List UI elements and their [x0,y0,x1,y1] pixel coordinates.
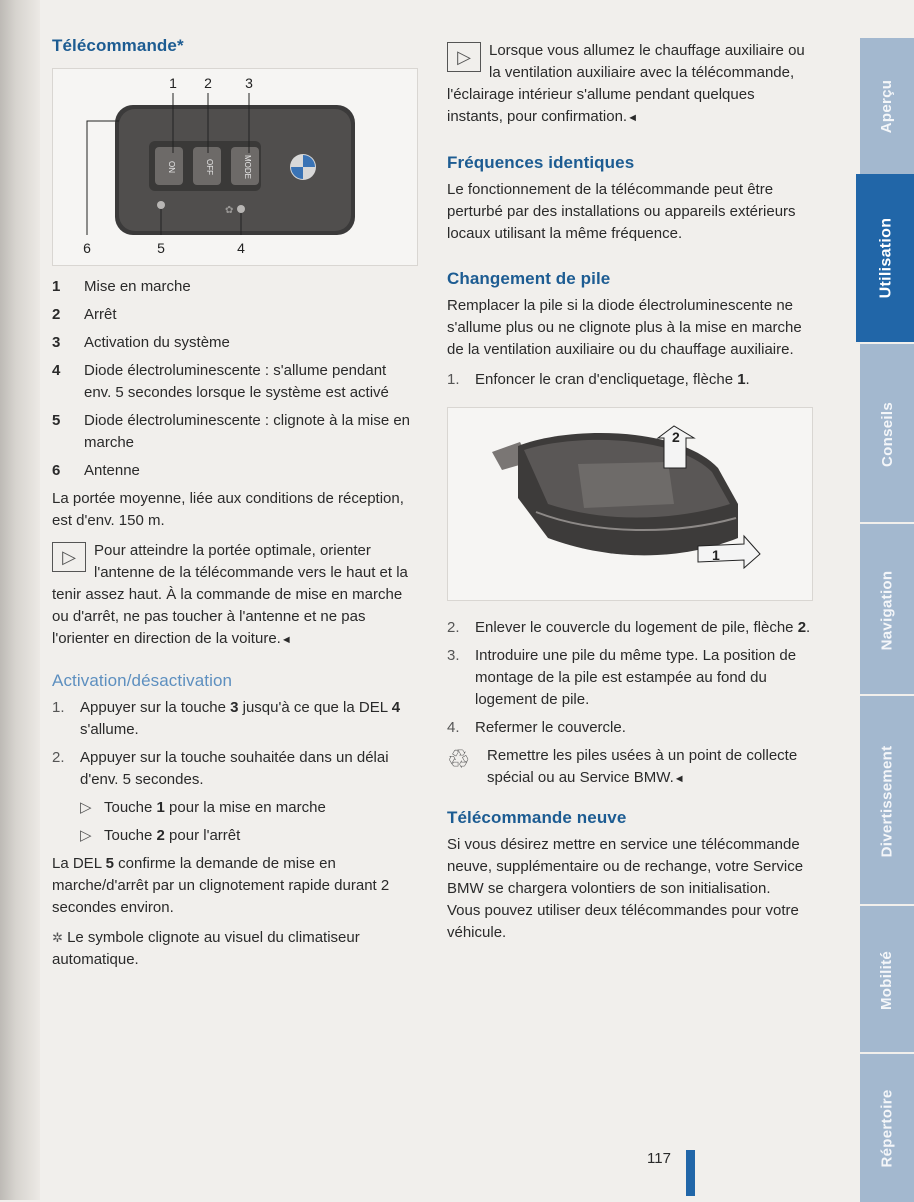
battery-compartment-illustration [448,408,812,600]
end-mark-icon: ◄ [627,112,638,124]
list-item: 2. Enlever le couvercle du logement de pile, flèche 2. [447,619,811,636]
section-title-telecommande: Télécommande* [52,36,184,55]
left-column [52,36,417,971]
end-mark-icon: ◄ [673,773,685,785]
callout-2: 2 [204,75,212,91]
legend-item: 2 Arrêt [52,306,117,323]
sub-item: ▷ Touche 2 pour l'arrêt [52,825,417,847]
arrow-1-label: 1 [712,547,720,563]
list-item: 1. Enfoncer le cran d'encliquetage, flèche 1. [447,371,750,388]
tab-navigation[interactable]: Navigation [860,522,914,696]
new-remote-paragraph: Si vous désirez mettre en service une télécommande neuve, supplémentaire ou de rechange, votre Service BMW se chargera volontiers de son initialisation. [447,836,804,897]
battery-change-figure [447,407,813,601]
battery-steps [447,617,812,739]
battery-step-1 [447,369,812,391]
tab-utilisation[interactable]: Utilisation [856,174,914,342]
list-item: 3. Introduire une pile du même type. La position de montage de la pile est estampée au fond du logement de pile. [447,647,797,708]
callout-1: 1 [169,75,177,91]
antenna-note: ▷ Pour atteindre la portée optimale, orienter l'antenne de la télécommande vers le haut et la tenir assez haut. À la commande de mise en marche ou d'arrêt, ne pas toucher à l'antenne et ne pas l'orienter en direction de la voiture.◄ [52,542,408,647]
legend-item: 3 Activation du système [52,334,230,351]
battery-cover-shape [578,462,674,508]
activation-steps [52,697,417,791]
off-button-label: OFF [205,159,214,175]
section-title-frequences: Fréquences identiques [447,153,635,172]
fan-icon: ✿ [225,205,234,216]
page-number-bar [686,1150,695,1196]
section-title-activation: Activation/désactivation [52,671,233,690]
list-item: 1. Appuyer sur la touche 3 jusqu'à ce que la DEL 4 s'allume. [52,699,401,738]
legend-list [52,276,417,482]
callout-3: 3 [245,75,253,91]
led-5-shape [157,201,165,209]
frequency-paragraph: Le fonctionnement de la télécommande peut être perturbé par des installations ou appareils extérieurs locaux utilisant la même fréquence. [447,181,796,242]
legend-item: 4 Diode électroluminescente : s'allume pendant env. 5 secondes lorsque le système est activé [52,362,389,401]
mode-button-label: MODE [243,155,252,179]
note-icon: ▷ [52,542,86,572]
range-paragraph: La portée moyenne, liée aux conditions de réception, est d'env. 150 m. [52,490,404,529]
two-remotes-paragraph: Vous pouvez utiliser deux télécommandes pour votre véhicule. [447,902,799,941]
battery-paragraph: Remplacer la pile si la diode électroluminescente ne s'allume plus ou ne clignote plus à la mise en marche de la ventilation auxiliaire ou du chauffage auxiliaire. [447,297,802,358]
legend-item: 5 Diode électroluminescente : clignote à la mise en marche [52,412,411,451]
legend-item: 1 Mise en marche [52,278,191,295]
on-button-label: ON [167,161,176,173]
callout-5: 5 [157,240,165,256]
legend-item: 6 Antenne [52,462,140,479]
note-icon: ▷ [447,42,481,72]
confirm-paragraph: La DEL 5 confirme la demande de mise en marche/d'arrêt par un clignotement rapide durant 2 secondes environ. [52,855,390,916]
page-number: 117 [647,1150,671,1167]
tab-conseils[interactable]: Conseils [860,342,914,524]
arrow-2-label: 2 [672,429,680,445]
right-column [447,40,812,944]
section-title-changement-pile: Changement de pile [447,269,611,288]
callout-4: 4 [237,240,245,256]
page-spine-shadow [0,0,40,1200]
auxiliary-note: ▷ Lorsque vous allumez le chauffage auxiliaire ou la ventilation auxiliaire avec la télécommande, l'éclairage intérieur s'allume pendant quelques instants, pour confirmation.◄ [447,42,805,125]
led-4-shape [237,205,245,213]
end-mark-icon: ◄ [280,634,292,646]
recycle-icon: ♲ [447,744,471,774]
section-title-telecommande-neuve: Télécommande neuve [447,808,627,827]
triangle-bullet-icon: ▷ [80,799,92,816]
callout-6: 6 [83,240,91,256]
recycle-note: ♲ Remettre les piles usées à un point de collecte spécial ou au Service BMW.◄ [447,745,812,790]
triangle-bullet-icon: ▷ [80,827,92,844]
list-item: 2. Appuyer sur la touche souhaitée dans un délai d'env. 5 secondes. [52,749,389,788]
sub-item: ▷ Touche 1 pour la mise en marche [52,797,417,819]
tab-divertissement[interactable]: Divertissement [860,694,914,906]
tab-repertoire[interactable]: Répertoire [860,1052,914,1202]
list-item: 4. Refermer le couvercle. [447,719,626,736]
fan-symbol-icon: ✲ [52,930,63,945]
remote-control-illustration [53,69,417,265]
tab-apercu[interactable]: Aperçu [860,38,914,174]
remote-control-figure [52,68,418,266]
tab-mobilite[interactable]: Mobilité [860,904,914,1054]
symbol-paragraph: ✲ Le symbole clignote au visuel du climatiseur automatique. [52,929,360,968]
